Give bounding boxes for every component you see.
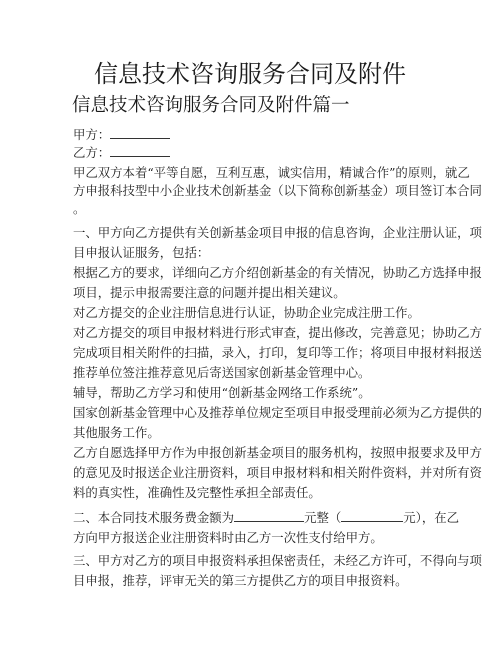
paragraph-line: 一、甲方向乙方提供有关创新基金项目申报的信息咨询，企业注册认证，项 xyxy=(73,225,482,240)
paragraph-line: 。 xyxy=(73,201,86,216)
paragraph-line: 目申报，推荐，评审无关的第三方提供乙方的项目申报资料。 xyxy=(73,573,408,588)
paragraph-line: 项目，提示申报需要注意的问题并提出相关建议。 xyxy=(73,285,346,300)
paragraph-line: 推荐单位签注推荐意见后寄送国家创新基金管理中心。 xyxy=(73,365,371,380)
paragraph-line: 对乙方提交的项目申报材料进行形式审查，提出修改，完善意见；协助乙方 xyxy=(73,325,482,340)
paragraph-line: 三、甲方对乙方的项目申报资料承担保密责任，未经乙方许可，不得向与项 xyxy=(73,553,482,568)
party-a-line xyxy=(73,127,170,143)
paragraph-line: 方向甲方报送企业注册资料时由乙方一次性支付给甲方。 xyxy=(73,530,383,545)
paragraph-line: 根据乙方的要求，详细向乙方介绍创新基金的有关情况，协助乙方选择申报 xyxy=(73,265,482,280)
paragraph-line: 完成项目相关附件的扫描，录入，打印，复印等工作；将项目申报材料报送 xyxy=(73,345,482,360)
paragraph-line: 甲乙双方本着“平等自愿，互利互惠，诚实信用，精诚合作”的原则，就乙 xyxy=(73,165,470,180)
fee-text-3: 元），在乙 xyxy=(403,510,460,525)
party-b-label: 乙方： xyxy=(73,145,111,160)
party-b-blank xyxy=(110,145,170,157)
party-b-line xyxy=(73,145,170,161)
paragraph-line: 对乙方提交的企业注册信息进行认证，协助企业完成注册工作。 xyxy=(73,305,420,320)
paragraph-line: 料的真实性，准确性及完整性承担全部责任。 xyxy=(73,485,321,500)
paragraph-line: 其他服务工作。 xyxy=(73,425,160,440)
party-a-blank xyxy=(110,127,170,139)
paragraph-line: 乙方自愿选择甲方作为申报创新基金项目的服务机构，按照申报要求及甲方 xyxy=(73,445,482,460)
party-a-label: 甲方： xyxy=(73,127,111,142)
paragraph-line: 国家创新基金管理中心及推荐单位规定至项目申报受理前必须为乙方提供的 xyxy=(73,405,482,420)
section-title: 信息技术咨询服务合同及附件篇一 xyxy=(72,95,350,116)
paragraph-line: 目申报认证服务，包括： xyxy=(73,245,210,260)
fee-amount-blank xyxy=(234,510,304,522)
fee-line xyxy=(73,510,459,526)
paragraph-line: 的意见及时报送企业注册资料，项目申报材料和相关附件资料，并对所有资 xyxy=(73,465,482,480)
paragraph-line: 方申报科技型中小企业技术创新基金（以下简称创新基金）项目签订本合同 xyxy=(73,183,482,198)
paragraph-line: 辅导，帮助乙方学习和使用“创新基金网络工作系统”。 xyxy=(73,385,371,400)
fee-amount-figure-blank xyxy=(341,510,403,522)
fee-text-2: 元整（ xyxy=(304,510,342,525)
fee-text-1: 二、本合同技术服务费金额为 xyxy=(73,510,235,525)
document-title: 信息技术咨询服务合同及附件 xyxy=(94,60,406,88)
